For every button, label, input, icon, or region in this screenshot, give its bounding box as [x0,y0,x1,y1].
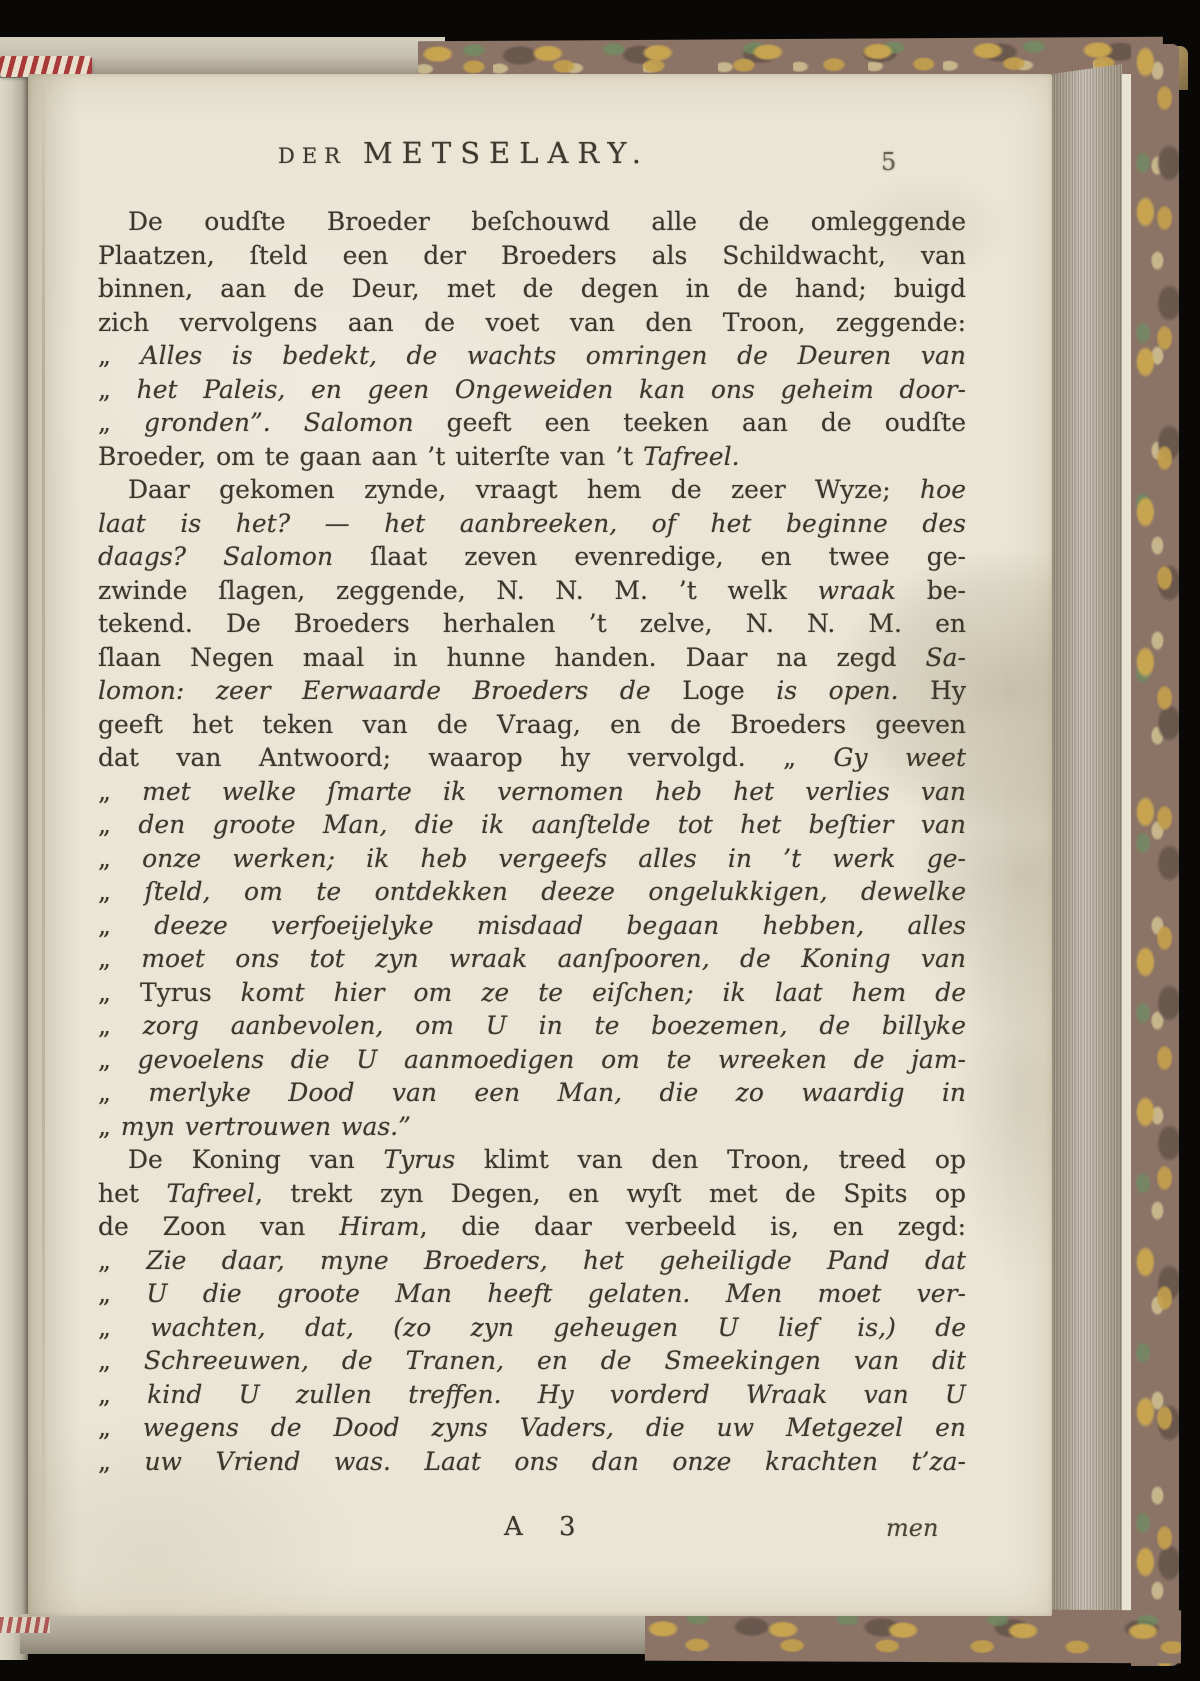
text-line: „ Schreeuwen, de Tranen, en de Smeekingen van dit [98,1346,966,1375]
text-line: daags? Salomon ſlaat zeven evenredige, en twee ge- [98,542,966,571]
text-line: tekend. De Broeders herhalen ’t zelve, N. N. M. en [98,609,966,638]
text-line: Broeder, om te gaan aan ’t uiterſte van ’t Tafreel. [98,441,740,471]
running-title [278,136,650,170]
text-line: het Tafreel, trekt zyn Degen, en wyſt met de Spits op [98,1178,967,1208]
text-line: „ gronden”. Salomon geeft een teeken aan de oudſte [98,408,966,437]
text-line: Daar gekomen zynde, vraagt hem de zeer Wyze; hoe [128,475,966,504]
text-line: zich vervolgens aan de voet van den Troon, zeggende: [98,307,966,337]
signature-mark: A 3 [504,1512,590,1542]
text-line: „ ſteld, om te ontdekken deeze ongelukkigen, dewelke [98,877,966,906]
text-line: „ merlyke Dood van een Man, die zo waardig in [98,1078,966,1107]
text-line: De Koning van Tyrus klimt van den Troon, treed op [128,1145,966,1174]
text-line: „ met welke ſmarte ik vernomen heb het verlies van [98,776,966,806]
text-line: ſlaan Negen maal in hunne handen. Daar na zegd Sa- [98,642,966,672]
book-page [28,74,1052,1616]
text-line: „ zorg aanbevolen, om U in te boezemen, de billyke [98,1011,966,1040]
text-line: „ den groote Man, die ik aanſtelde tot het beſtier van [98,810,966,839]
text-line: „ myn vertrouwen was.” [98,1111,411,1141]
text-line: De oudſte Broeder beſchouwd alle de omleggende [128,207,966,236]
text-line: „ Zie daar, myne Broeders, het geheiligde Pand dat [98,1245,966,1275]
text-line: dat van Antwoord; waarop hy vervolgd. „ Gy weet [98,743,966,772]
text-line: „ uw Vriend was. Laat ons dan onze krachten t’za- [98,1446,967,1476]
text-line: geeft het teken van de Vraag, en de Broeders geeven [98,709,966,739]
text-line: „ Alles is bedekt, de wachts omringen de Deuren van [98,341,966,370]
text-line: lomon: zeer Eerwaarde Broeders de Loge is open. Hy [98,676,966,705]
text-line: „ deeze verfoeijelyke misdaad begaan hebben, alles [98,910,966,940]
tail-edge-band [20,1614,685,1654]
gutter-shadow [28,74,80,1616]
page-number: 5 [881,148,897,176]
running-title-main: METSELARY. [362,136,650,170]
text-block [98,205,966,1478]
gutter-crease [42,74,45,1616]
text-line: Plaatzen, ſteld een der Broeders als Schildwacht, van [98,240,966,270]
signature-row [28,1512,1052,1552]
left-page-edges [0,48,28,1660]
text-line: „ U die groote Man heeft gelaten. Men moet ver- [98,1279,966,1308]
text-line: „ kind U zullen treffen. Hy vorderd Wraak van U [98,1379,966,1409]
running-title-der: DER [278,144,347,168]
text-line: de Zoon van Hiram, die daar verbeeld is, en zegd: [98,1212,966,1241]
endband-stitching-bottom [0,1617,50,1633]
text-line: laat is het? — het aanbreeken, of het beginne des [98,508,966,538]
text-line: zwinde ſlagen, zeggende, N. N. M. ’t welk wraak be- [98,575,966,605]
text-line: binnen, aan de Deur, met de degen in de hand; buigd [98,274,966,303]
text-line: „ wegens de Dood zyns Vaders, die uw Metgezel en [98,1413,967,1442]
book-cover-edge-top [418,37,1163,79]
text-line: „ wachten, dat, (zo zyn geheugen U lief is,) de [98,1312,966,1342]
text-line: „ het Paleis, en geen Ongeweiden kan ons geheim door- [98,374,966,404]
catchword: men [886,1514,939,1542]
fly-leaf-edge [1122,74,1131,1642]
fore-edge-page-block [1052,64,1122,1644]
text-line: „ Tyrus komt hier om ze te eiſchen; ik laat hem de [98,977,966,1007]
text-line: „ gevoelens die U aanmoedigen om te wreeken de jam- [98,1044,966,1074]
book-cover-edge-right [1131,44,1179,1666]
text-line: „ onze werken; ik heb vergeefs alles in ’t werk ge- [98,843,966,873]
text-line: „ moet ons tot zyn wraak aanſpooren, de Koning van [98,944,966,973]
